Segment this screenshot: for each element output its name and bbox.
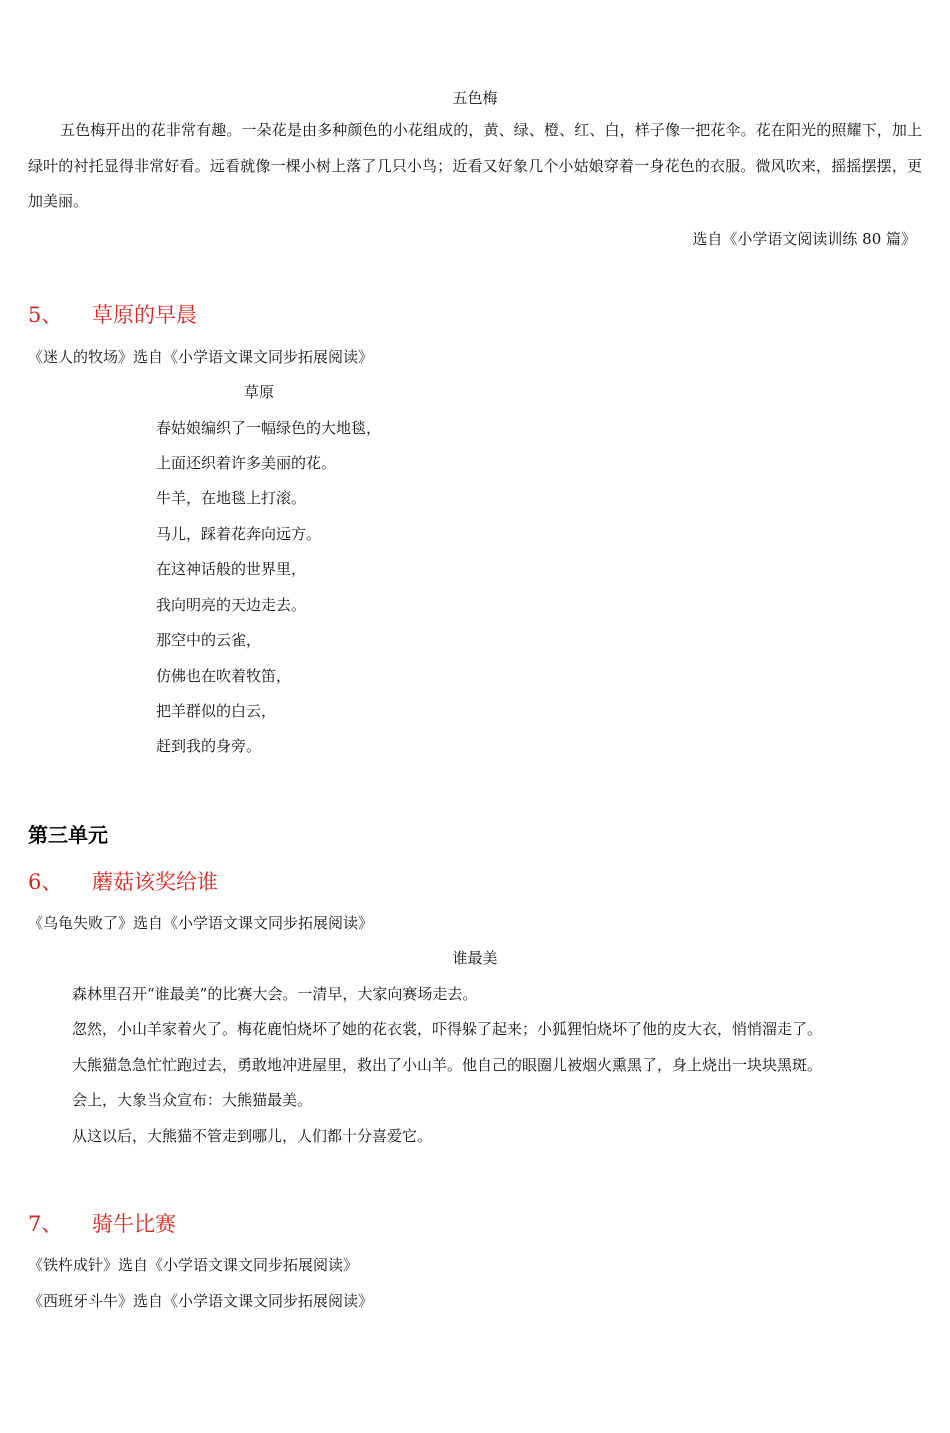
poem-line: 仿佛也在吹着牧笛，	[156, 667, 292, 685]
poem-line: 上面还织着许多美丽的花。	[156, 454, 337, 472]
section-title-7: 骑牛比赛	[92, 1212, 176, 1236]
poem-line: 那空中的云雀，	[156, 631, 262, 649]
reading-reference-7b: 《西班牙斗牛》选自《小学语文课文同步拓展阅读》	[28, 1292, 374, 1310]
section-title-6: 蘑菇该奖给谁	[92, 870, 218, 894]
reading-reference-6: 《乌龟失败了》选自《小学语文课文同步拓展阅读》	[28, 914, 374, 932]
reading-reference-5: 《迷人的牧场》选自《小学语文课文同步拓展阅读》	[28, 348, 374, 366]
story-title-shuizuimei: 谁最美	[452, 949, 498, 967]
story-line: 大熊猫急急忙忙跑过去，勇敢地冲进屋里，救出了小山羊。他自己的眼圈儿被烟火熏黑了，身上烧出一块块黑斑。	[72, 1056, 823, 1074]
reading-reference-7a: 《铁杵成针》选自《小学语文课文同步拓展阅读》	[28, 1256, 359, 1274]
passage-body-wuseme: 五色梅开出的花非常有趣。一朵花是由多种颜色的小花组成的，黄、绿、橙、红、白，样子像一把花伞。花在阳光的照耀下，加上绿叶的衬托显得非常好看。远看就像一棵小树上落了几只小鸟；近看又好象几个小姑娘穿着一身花色的衣服。微风吹来，摇摇摆摆，更加美丽。	[28, 121, 922, 210]
story-line: 森林里召开“谁最美”的比赛大会。一清早，大家向赛场走去。	[72, 985, 478, 1003]
passage-title-wuseme: 五色梅	[452, 89, 498, 107]
story-line: 会上，大象当众宣布：大熊猫最美。	[72, 1091, 313, 1109]
poem-title-caoyuan: 草原	[244, 383, 275, 401]
poem-line: 在这神话般的世界里，	[156, 560, 307, 578]
poem-line: 春姑娘编织了一幅绿色的大地毯，	[156, 419, 382, 437]
poem-line: 赶到我的身旁。	[156, 737, 262, 755]
story-line: 忽然，小山羊家着火了。梅花鹿怕烧坏了她的花衣裳，吓得躲了起来；小狐狸怕烧坏了他的皮大衣，悄悄溜走了。	[72, 1020, 823, 1038]
poem-line: 牛羊，在地毯上打滚。	[156, 489, 307, 507]
unit-heading: 第三单元	[28, 823, 108, 847]
section-number-7: 7、	[28, 1212, 63, 1236]
section-number-6: 6、	[28, 870, 63, 894]
passage-source-wuseme: 选自《小学语文阅读训练 80 篇》	[692, 230, 916, 248]
poem-line: 我向明亮的天边走去。	[156, 596, 307, 614]
story-line: 从这以后，大熊猫不管走到哪儿，人们都十分喜爱它。	[72, 1127, 433, 1145]
section-title-5: 草原的早晨	[92, 303, 197, 327]
poem-line: 马儿，踩着花奔向远方。	[156, 525, 322, 543]
poem-line: 把羊群似的白云，	[156, 702, 277, 720]
section-number-5: 5、	[28, 303, 63, 327]
